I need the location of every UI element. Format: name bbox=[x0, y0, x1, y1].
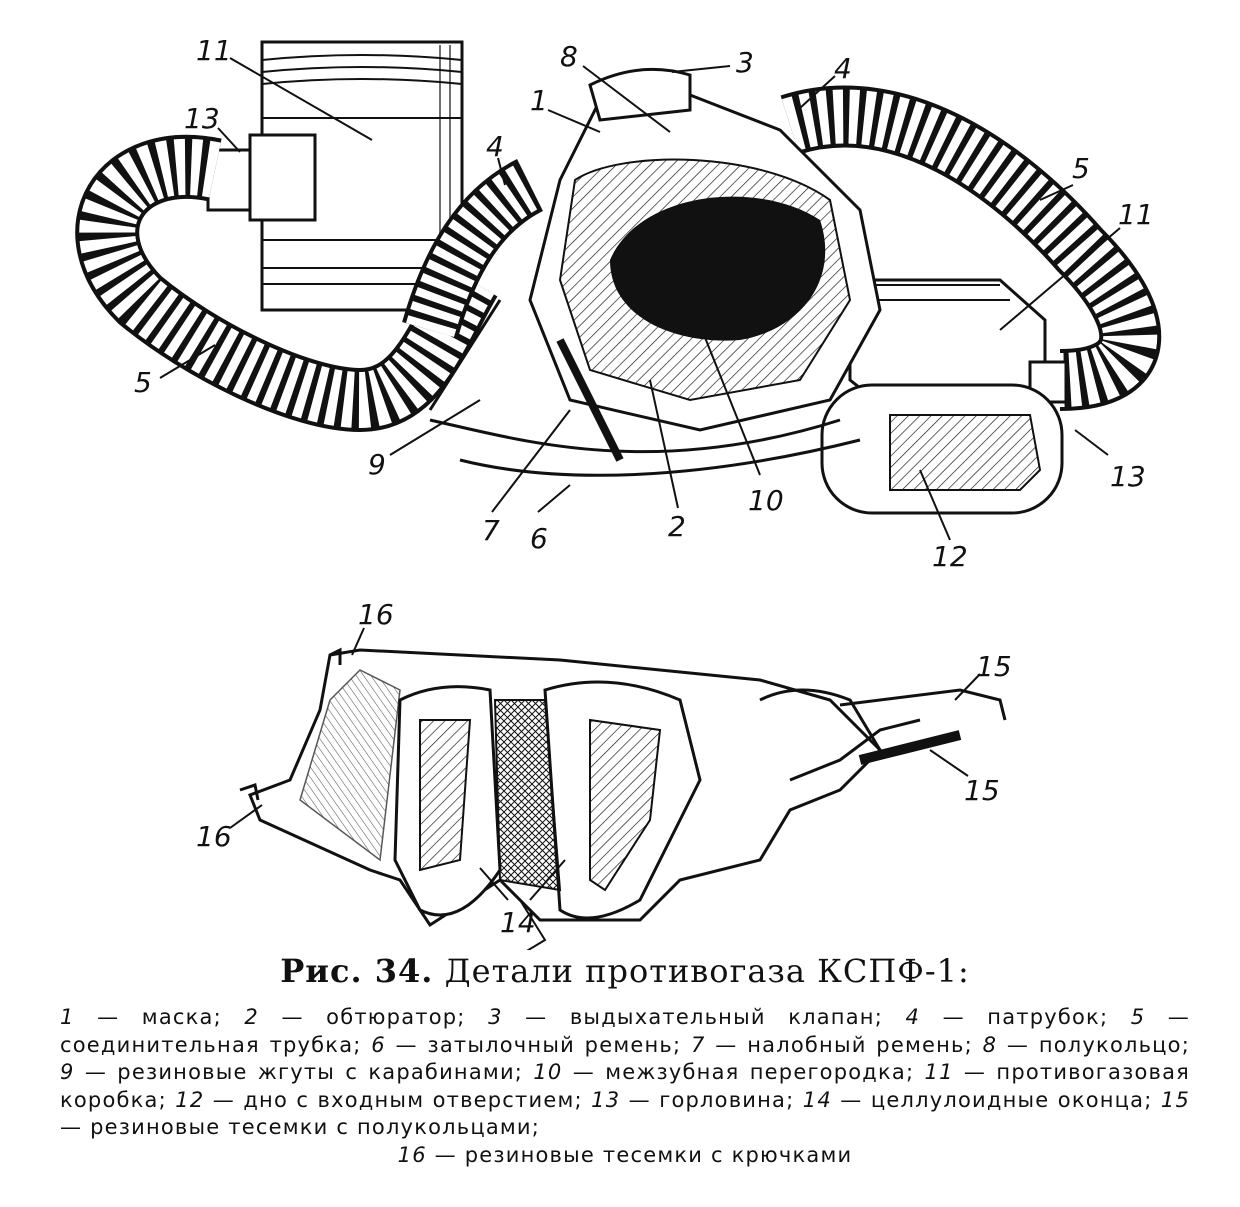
legend-item-text: — соединительная трубка; bbox=[60, 1005, 1191, 1057]
legend-item-text: — резиновые жгуты с карабинами; bbox=[74, 1060, 534, 1084]
legend bbox=[60, 1004, 1190, 1169]
legend-item-text: — межзубная перегородка; bbox=[562, 1060, 925, 1084]
legend-item bbox=[244, 1005, 488, 1029]
legend-item-text: — резиновые тесемки с полукольцами; bbox=[60, 1115, 541, 1139]
figure-caption bbox=[60, 952, 1190, 1169]
legend-item-text: — затылочный ремень; bbox=[385, 1032, 691, 1057]
legend-item-text: — обтюратор; bbox=[258, 1005, 489, 1029]
mask-front-view bbox=[240, 650, 1005, 950]
legend-item bbox=[803, 1088, 1161, 1112]
legend-item-number: 8 bbox=[982, 1032, 998, 1057]
legend-item bbox=[175, 1088, 591, 1112]
legend-item bbox=[906, 1005, 1131, 1029]
legend-item-text: — полукольцо; bbox=[997, 1032, 1191, 1057]
legend-item-number: 2 bbox=[244, 1005, 259, 1029]
legend-item bbox=[533, 1060, 924, 1084]
legend-item bbox=[371, 1033, 691, 1057]
legend-item-number: 15 bbox=[1160, 1087, 1191, 1112]
label-4-left: 4 bbox=[486, 130, 504, 163]
legend-item-text: — маска; bbox=[74, 1005, 245, 1029]
legend-item bbox=[60, 1060, 533, 1084]
label-1: 1 bbox=[530, 84, 548, 117]
legend-item-number: 6 bbox=[371, 1032, 386, 1057]
legend-item-number: 5 bbox=[1130, 1005, 1146, 1029]
label-16-bottom: 16 bbox=[196, 820, 232, 853]
legend-item-text: — горловина; bbox=[620, 1087, 803, 1112]
legend-item-text: — резиновые тесемки с крючками bbox=[426, 1142, 853, 1167]
label-13-right: 13 bbox=[1110, 460, 1146, 493]
legend-item-number: 16 bbox=[397, 1142, 427, 1167]
label-7: 7 bbox=[482, 514, 500, 547]
legend-item bbox=[983, 1033, 1190, 1057]
legend-item-number: 1 bbox=[60, 1005, 75, 1029]
label-3: 3 bbox=[736, 46, 754, 79]
legend-item-number: 7 bbox=[691, 1032, 706, 1057]
label-4-right: 4 bbox=[834, 52, 852, 85]
legend-item-number: 13 bbox=[591, 1087, 621, 1112]
legend-item-text: — противогазовая коробка; bbox=[60, 1060, 1191, 1112]
legend-item bbox=[60, 1142, 1190, 1170]
label-9: 9 bbox=[368, 448, 386, 481]
label-15-top: 15 bbox=[976, 650, 1012, 683]
caption-title bbox=[60, 952, 1190, 990]
legend-item-number: 4 bbox=[905, 1005, 921, 1029]
legend-item-number: 10 bbox=[533, 1060, 563, 1084]
legend-item-number: 14 bbox=[802, 1087, 832, 1112]
label-13-left: 13 bbox=[184, 102, 220, 135]
legend-item bbox=[591, 1088, 803, 1112]
legend-item bbox=[60, 1005, 244, 1029]
label-11-right: 11 bbox=[1118, 198, 1154, 231]
figure-number: Рис. 34. bbox=[280, 952, 434, 990]
legend-item-text: — дно с входным отверстием; bbox=[204, 1087, 592, 1112]
label-10: 10 bbox=[748, 484, 784, 517]
label-6: 6 bbox=[530, 522, 548, 555]
legend-item-text: — налобный ремень; bbox=[705, 1032, 983, 1057]
legend-item bbox=[488, 1005, 905, 1029]
legend-item-number: 12 bbox=[175, 1087, 205, 1112]
legend-item-text: — целлулоидные оконца; bbox=[831, 1087, 1161, 1112]
legend-item-text: — выдыхательный клапан; bbox=[502, 1005, 906, 1029]
label-8: 8 bbox=[560, 40, 578, 73]
label-5-left: 5 bbox=[134, 366, 152, 399]
legend-item-number: 9 bbox=[60, 1060, 75, 1084]
figure-title: Детали противогаза КСПФ-1: bbox=[444, 952, 970, 990]
right-canister-bottom bbox=[822, 385, 1062, 513]
left-canister-neck bbox=[208, 135, 315, 220]
label-2: 2 bbox=[668, 510, 686, 543]
legend-item-number: 11 bbox=[924, 1060, 954, 1084]
label-15-bottom: 15 bbox=[964, 774, 1000, 807]
label-14: 14 bbox=[500, 906, 536, 939]
legend-item-number: 3 bbox=[488, 1005, 503, 1029]
label-5-right: 5 bbox=[1072, 152, 1090, 185]
legend-item-text: — патрубок; bbox=[920, 1005, 1131, 1029]
label-16-top: 16 bbox=[358, 598, 394, 631]
label-11-left: 11 bbox=[196, 34, 232, 67]
legend-item bbox=[691, 1033, 983, 1057]
label-12: 12 bbox=[932, 540, 968, 573]
